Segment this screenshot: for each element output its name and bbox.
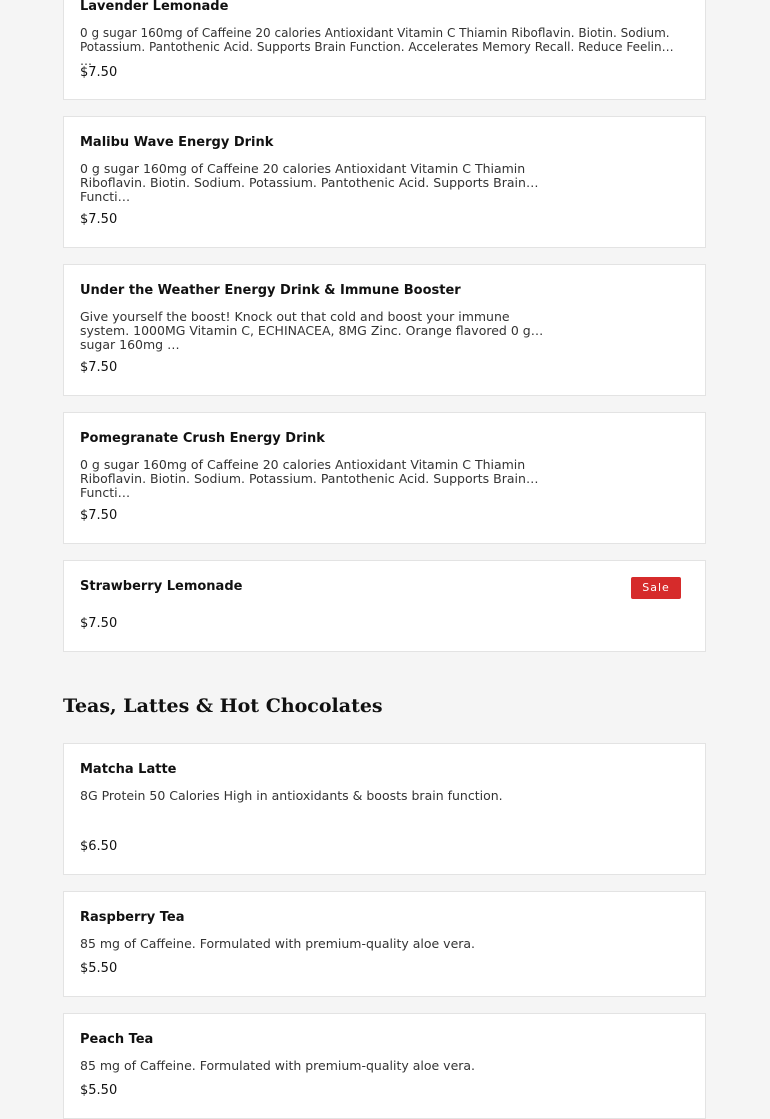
sale-badge: Sale [631,577,681,599]
menu-item-description: Give yourself the boost! Knock out that cold and boost your immune system. 1000MG Vitamin C, ECHINACEA, 8MG Zinc. Orange flavored 0 g sugar 160mg … [80,309,531,352]
menu-item-description: 0 g sugar 160mg of Caffeine 20 calories Antioxidant Vitamin C Thiamin Riboflavin. Biotin. Sodium. Potassium. Pantothenic Acid. Supports Brain Function. Accelerates Memory Recall. Reduce Feeling … [80,26,670,68]
menu-item-description: 0 g sugar 160mg of Caffeine 20 calories Antioxidant Vitamin C Thiamin Riboflavin. Biotin. Sodium. Potassium. Pantothenic Acid. Supports Brain Functi… [80,161,526,204]
menu-item-price: $7.50 [80,508,118,523]
section-title: Teas, Lattes & Hot Chocolates [63,695,383,717]
menu-item-price: $6.50 [80,839,118,854]
menu-item-title: Lavender Lemonade [80,0,229,14]
menu-item-card[interactable] [63,1013,706,1119]
menu-item-price: $7.50 [80,65,118,80]
menu-item-title: Strawberry Lemonade [80,579,243,594]
menu-item-card[interactable] [63,412,706,544]
menu-item-card[interactable] [63,560,706,652]
menu-item-card[interactable] [63,891,706,997]
menu-item-price: $7.50 [80,360,118,375]
menu-item-price: $5.50 [80,961,118,976]
menu-item-card[interactable] [63,264,706,396]
menu-item-price: $7.50 [80,212,118,227]
menu-item-description: 85 mg of Caffeine. Formulated with premium-quality aloe vera. [80,1058,476,1073]
menu-item-title: Peach Tea [80,1032,154,1047]
menu-item-card[interactable] [63,0,706,100]
menu-item-description: 85 mg of Caffeine. Formulated with premium-quality aloe vera. [80,936,476,951]
menu-item-card[interactable] [63,743,706,875]
menu-item-description: 8G Protein 50 Calories High in antioxidants & boosts brain function. [80,788,503,803]
menu-item-card[interactable] [63,116,706,248]
menu-item-price: $7.50 [80,616,118,631]
menu-item-title: Matcha Latte [80,762,177,777]
menu-item-description: 0 g sugar 160mg of Caffeine 20 calories Antioxidant Vitamin C Thiamin Riboflavin. Biotin. Sodium. Potassium. Pantothenic Acid. Supports Brain Functi… [80,457,526,500]
menu-item-title: Pomegranate Crush Energy Drink [80,431,325,446]
menu-item-title: Under the Weather Energy Drink & Immune Booster [80,283,461,298]
menu-item-title: Malibu Wave Energy Drink [80,135,274,150]
menu-item-price: $5.50 [80,1083,118,1098]
menu-item-title: Raspberry Tea [80,910,185,925]
